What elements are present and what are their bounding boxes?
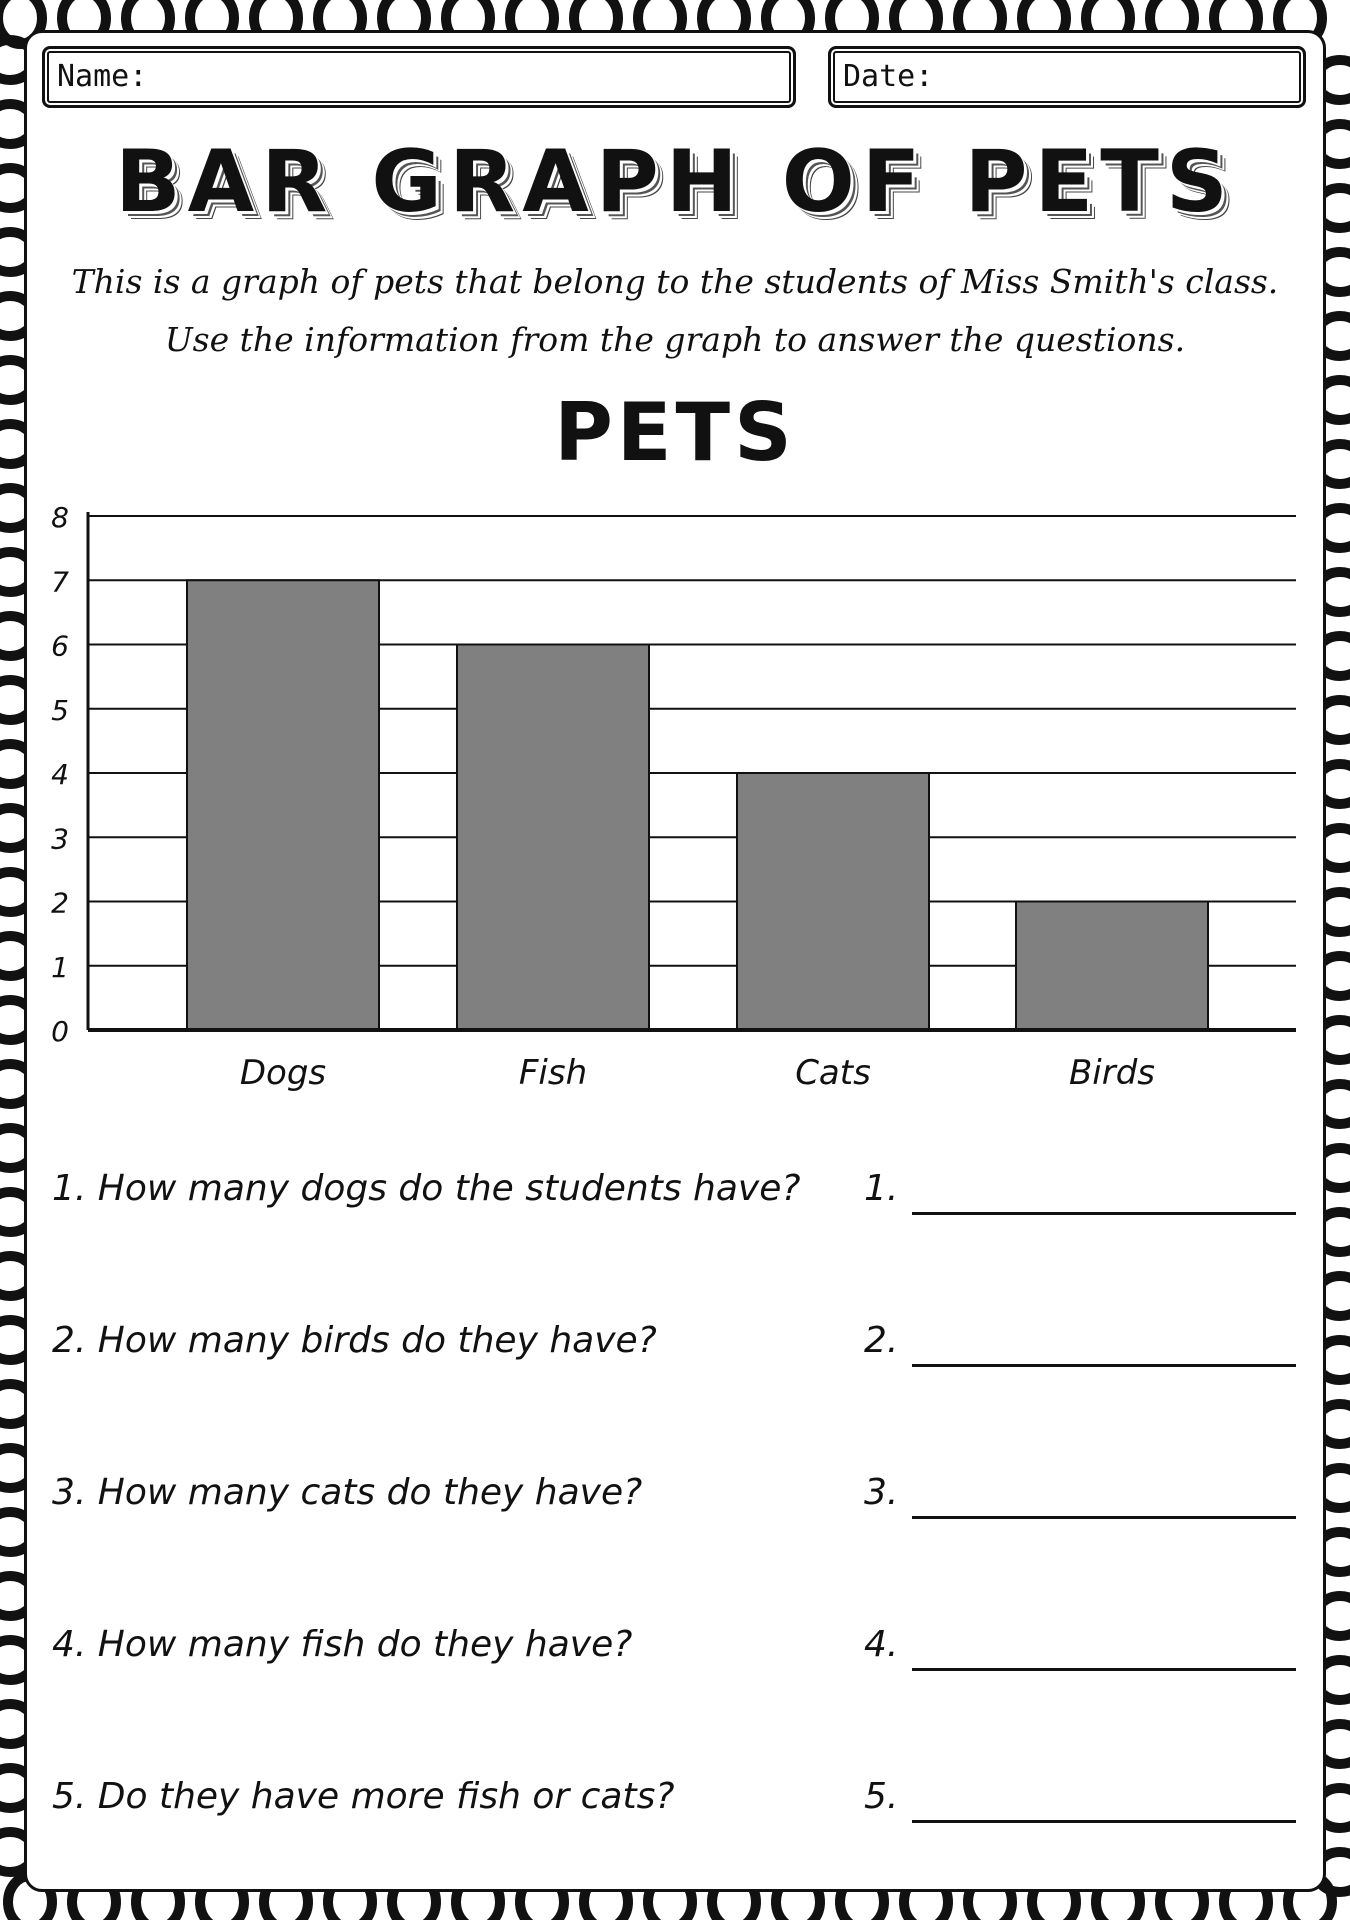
y-tick-label: 1 [51, 950, 69, 984]
answer-blank-2[interactable] [912, 1364, 1296, 1367]
bar-chart [0, 380, 1350, 1100]
question-2: 2. How many birds do they have? [52, 1320, 657, 1361]
y-tick-label: 4 [51, 758, 69, 791]
worksheet-title: BAR GRAPH OF PETS [115, 132, 1235, 232]
name-field[interactable] [42, 46, 796, 108]
x-category-label: Dogs [239, 1053, 327, 1093]
name-label: Name: [57, 59, 148, 94]
y-tick-label: 6 [51, 629, 69, 663]
date-field[interactable] [828, 46, 1306, 108]
y-tick-label: 7 [51, 565, 69, 599]
answer-blank-3[interactable] [912, 1516, 1296, 1519]
answer-label-3: 3. [864, 1472, 899, 1513]
y-tick-label: 8 [51, 501, 69, 534]
answer-label-2: 2. [864, 1320, 899, 1361]
question-4: 4. How many fish do they have? [52, 1624, 633, 1665]
bar-birds [1016, 902, 1208, 1031]
date-label: Date: [843, 59, 934, 94]
question-5: 5. Do they have more fish or cats? [52, 1776, 675, 1817]
answer-label-1: 1. [864, 1168, 899, 1209]
bar-fish [457, 645, 649, 1031]
x-category-label: Fish [518, 1053, 588, 1093]
answer-blank-1[interactable] [912, 1212, 1296, 1215]
answer-label-4: 4. [864, 1624, 899, 1665]
question-3: 3. How many cats do they have? [52, 1472, 643, 1513]
bar-dogs [187, 580, 379, 1030]
answer-label-5: 5. [864, 1776, 899, 1817]
answer-blank-4[interactable] [912, 1668, 1296, 1671]
x-category-label: Cats [795, 1053, 871, 1093]
answer-blank-5[interactable] [912, 1820, 1296, 1823]
x-category-label: Birds [1068, 1053, 1156, 1093]
bar-cats [737, 773, 929, 1030]
y-tick-label: 5 [51, 693, 69, 727]
question-1: 1. How many dogs do the students have? [52, 1168, 801, 1209]
intro-line-2: Use the information from the graph to answer the questions. [164, 320, 1186, 359]
y-tick-label: 0 [51, 1015, 69, 1048]
intro-line-1: This is a graph of pets that belong to the students of Miss Smith's class. [71, 262, 1279, 301]
chart-title: PETS [554, 386, 796, 479]
y-tick-label: 3 [51, 822, 69, 856]
y-tick-label: 2 [51, 886, 69, 920]
